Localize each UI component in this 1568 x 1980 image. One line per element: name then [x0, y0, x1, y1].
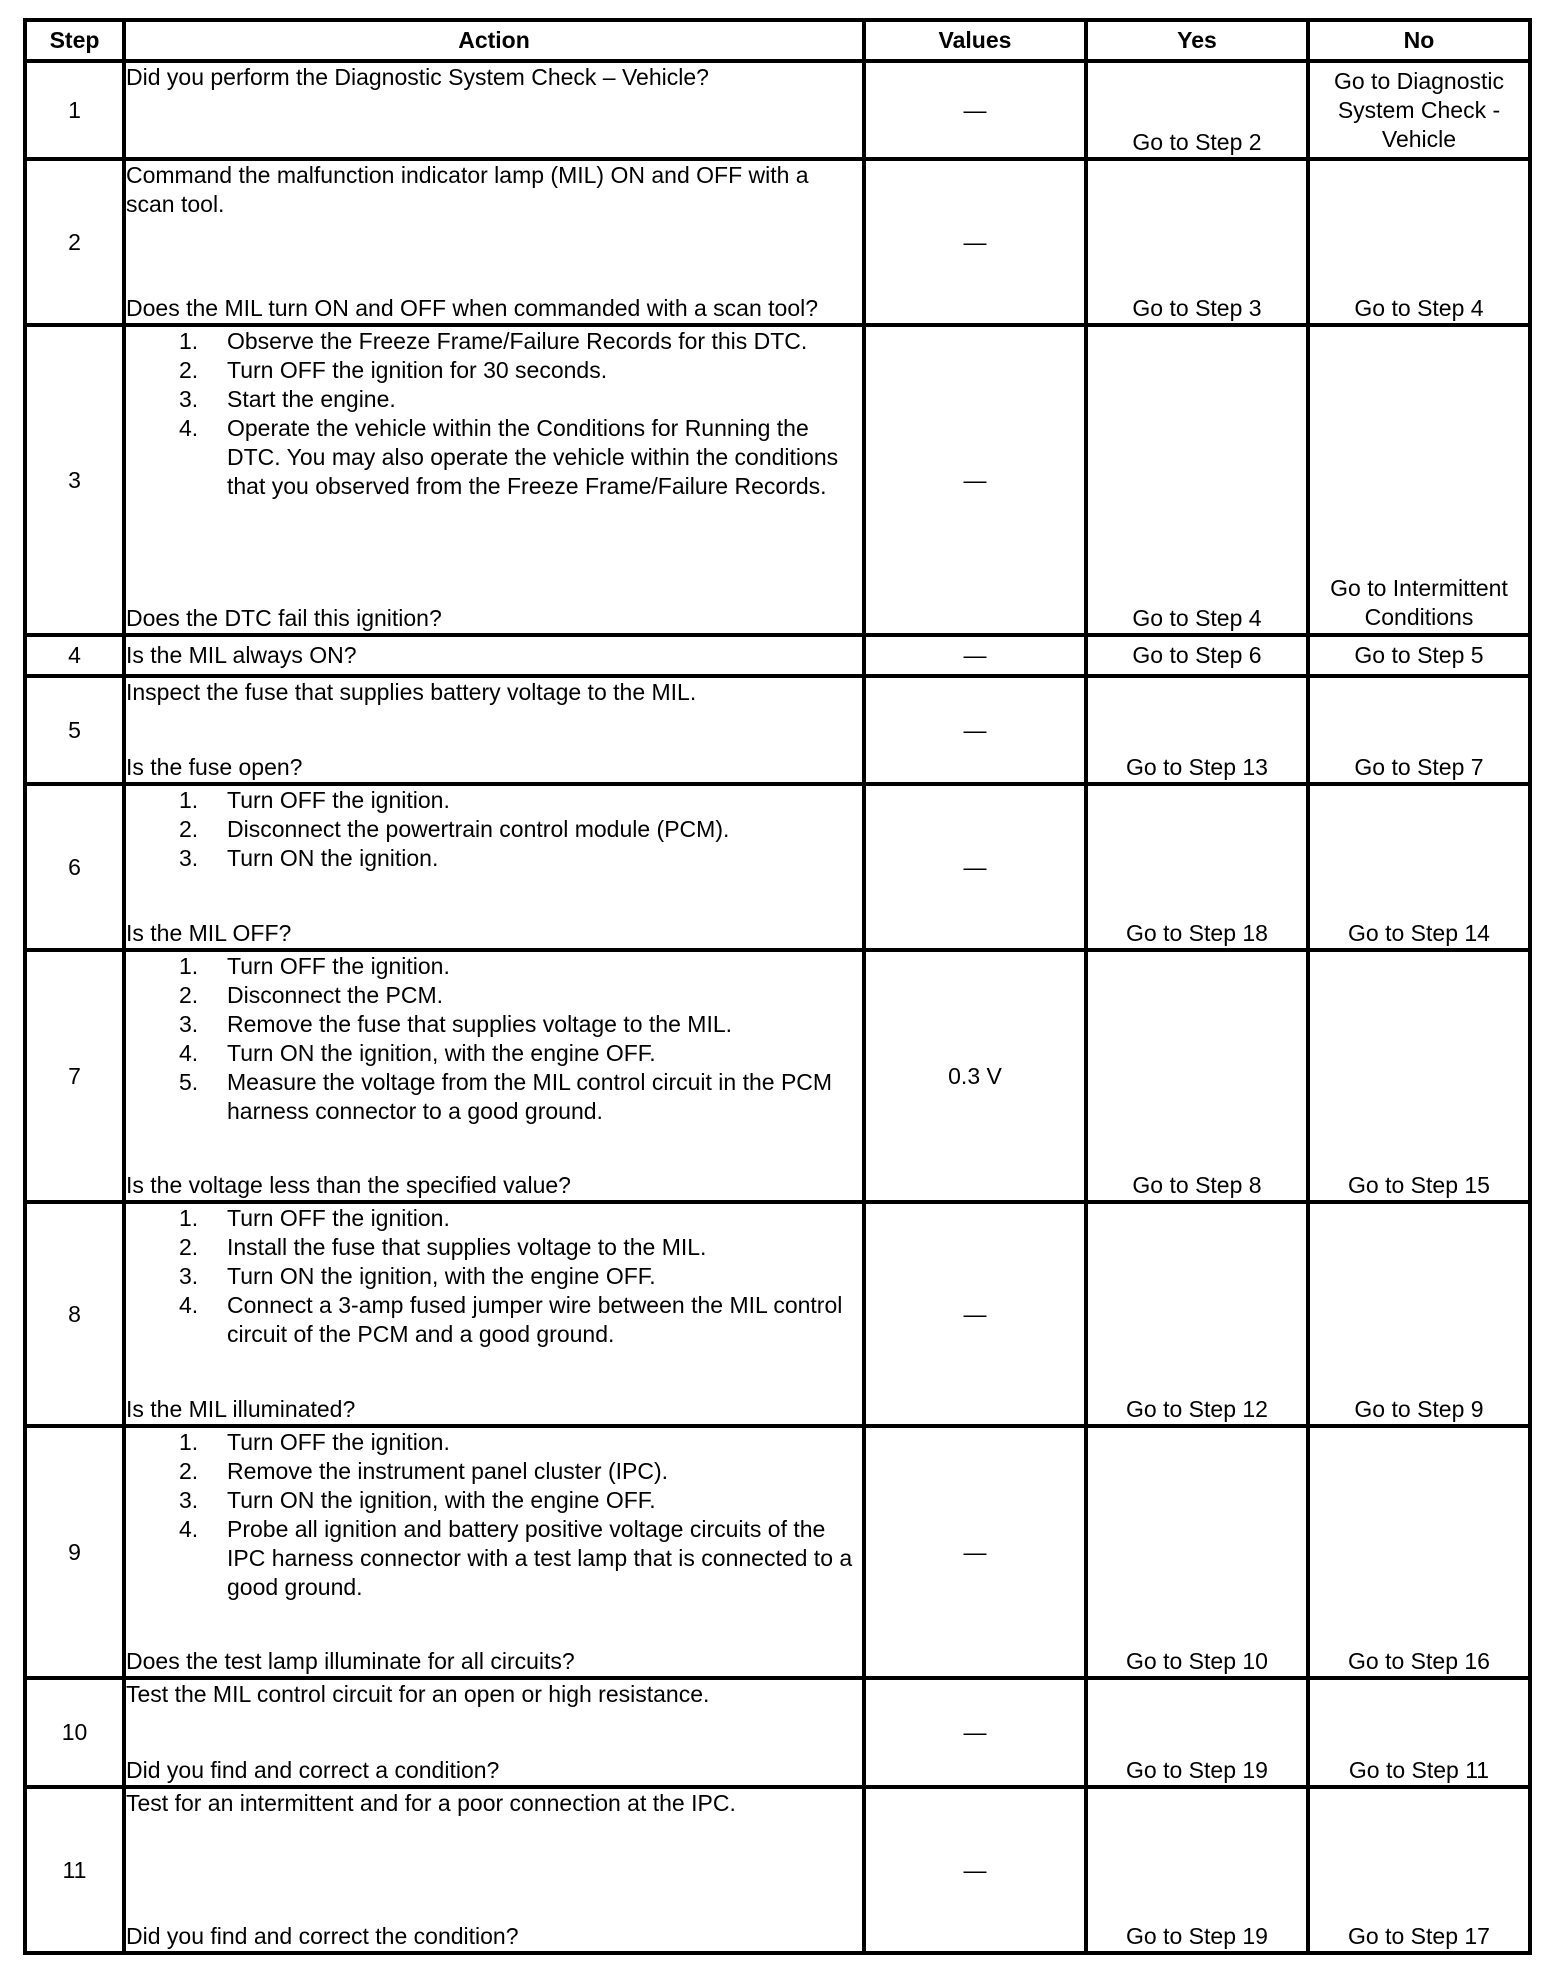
action-list-item — [126, 1457, 862, 1486]
action-list-item — [126, 356, 862, 385]
no-cell: Go to Step 17 — [1308, 1787, 1530, 1953]
action-text: Test for an intermittent and for a poor connection at the IPC. — [126, 1790, 736, 1816]
diagnostic-table — [23, 18, 1532, 1955]
action-list — [126, 1204, 862, 1349]
action-list — [126, 786, 862, 873]
list-text: Turn OFF the ignition. — [227, 1205, 450, 1231]
no-cell: Go to Step 4 — [1308, 159, 1530, 325]
action-instructions — [126, 1204, 862, 1349]
action-content — [126, 952, 862, 1200]
table-row — [25, 1678, 1530, 1787]
table-row — [25, 950, 1530, 1202]
action-instructions — [126, 1680, 862, 1709]
yes-cell: Go to Step 13 — [1086, 676, 1308, 784]
no-cell: Go to Diagnostic System Check - Vehicle — [1308, 61, 1530, 159]
value-cell: — — [864, 61, 1086, 159]
list-number: 1. — [179, 787, 199, 813]
list-text: Turn OFF the ignition. — [227, 1429, 450, 1455]
list-number: 1. — [179, 1429, 199, 1455]
action-instructions — [126, 952, 862, 1126]
action-instructions — [126, 678, 862, 707]
action-content — [126, 1204, 862, 1424]
step-number: 2 — [25, 159, 124, 325]
action-question: Did you perform the Diagnostic System Check – Vehicle? — [126, 64, 709, 90]
list-number: 2. — [179, 816, 199, 842]
action-list-item — [126, 327, 862, 356]
action-list-item — [126, 1486, 862, 1515]
no-cell: Go to Intermittent Conditions — [1308, 325, 1530, 635]
action-content — [126, 637, 862, 674]
list-text: Probe all ignition and battery positive voltage circuits of the IPC harness connector with a test lamp that is connected to a good ground. — [227, 1516, 853, 1600]
action-content — [126, 1789, 862, 1951]
header-action: Action — [124, 20, 864, 61]
action-cell — [124, 1678, 864, 1787]
value-cell: — — [864, 159, 1086, 325]
action-text: Inspect the fuse that supplies battery voltage to the MIL. — [126, 679, 697, 705]
action-question: Does the test lamp illuminate for all circuits? — [126, 1648, 575, 1674]
list-number: 4. — [179, 1516, 199, 1542]
table-row — [25, 159, 1530, 325]
action-question: Is the fuse open? — [126, 754, 303, 780]
list-text: Remove the fuse that supplies voltage to the MIL. — [227, 1011, 733, 1037]
step-number: 9 — [25, 1426, 124, 1678]
value-cell: — — [864, 1202, 1086, 1426]
action-list-item — [126, 1233, 862, 1262]
action-instructions — [126, 161, 862, 219]
action-question: Does the DTC fail this ignition? — [126, 605, 442, 631]
step-number: 10 — [25, 1678, 124, 1787]
yes-cell: Go to Step 18 — [1086, 784, 1308, 950]
step-number: 6 — [25, 784, 124, 950]
value-cell: — — [864, 1426, 1086, 1678]
action-question: Did you find and correct the condition? — [126, 1923, 519, 1949]
action-content — [126, 1428, 862, 1676]
value-cell: — — [864, 1787, 1086, 1953]
step-number: 1 — [25, 61, 124, 159]
list-text: Operate the vehicle within the Conditions for Running the DTC. You may also operate the vehicle within the conditions that you observed from the Freeze Frame/Failure Records. — [227, 415, 839, 499]
header-values: Values — [864, 20, 1086, 61]
value-cell: — — [864, 635, 1086, 676]
action-list-item — [126, 844, 862, 873]
list-text: Turn ON the ignition, with the engine OFF. — [227, 1040, 656, 1066]
list-number: 2. — [179, 1234, 199, 1260]
yes-cell: Go to Step 10 — [1086, 1426, 1308, 1678]
action-cell — [124, 950, 864, 1202]
action-list-item — [126, 1068, 862, 1126]
table-body — [25, 61, 1530, 1953]
action-cell — [124, 784, 864, 950]
action-content — [126, 678, 862, 782]
value-cell: 0.3 V — [864, 950, 1086, 1202]
list-number: 4. — [179, 1040, 199, 1066]
action-instructions — [126, 786, 862, 873]
no-cell: Go to Step 11 — [1308, 1678, 1530, 1787]
no-cell: Go to Step 14 — [1308, 784, 1530, 950]
list-text: Turn ON the ignition, with the engine OFF. — [227, 1263, 656, 1289]
action-cell — [124, 159, 864, 325]
value-cell: — — [864, 784, 1086, 950]
header-yes: Yes — [1086, 20, 1308, 61]
step-number: 8 — [25, 1202, 124, 1426]
list-number: 3. — [179, 386, 199, 412]
yes-cell: Go to Step 6 — [1086, 635, 1308, 676]
no-cell: Go to Step 15 — [1308, 950, 1530, 1202]
yes-cell: Go to Step 19 — [1086, 1678, 1308, 1787]
action-cell — [124, 635, 864, 676]
action-list-item — [126, 1291, 862, 1349]
action-question: Did you find and correct a condition? — [126, 1757, 500, 1783]
table-row — [25, 784, 1530, 950]
list-number: 1. — [179, 953, 199, 979]
list-number: 1. — [179, 328, 199, 354]
list-text: Observe the Freeze Frame/Failure Records for this DTC. — [227, 328, 808, 354]
table-row — [25, 1787, 1530, 1953]
action-list-item — [126, 1039, 862, 1068]
list-number: 2. — [179, 982, 199, 1008]
step-number: 11 — [25, 1787, 124, 1953]
action-list-item — [126, 952, 862, 981]
action-question: Is the voltage less than the specified value? — [126, 1172, 571, 1198]
no-cell: Go to Step 5 — [1308, 635, 1530, 676]
action-list-item — [126, 414, 862, 501]
step-number: 7 — [25, 950, 124, 1202]
action-cell — [124, 676, 864, 784]
yes-cell: Go to Step 8 — [1086, 950, 1308, 1202]
list-number: 2. — [179, 1458, 199, 1484]
value-cell: — — [864, 325, 1086, 635]
list-number: 4. — [179, 1292, 199, 1318]
action-content — [126, 161, 862, 323]
list-text: Disconnect the powertrain control module (PCM). — [227, 816, 730, 842]
list-text: Remove the instrument panel cluster (IPC). — [227, 1458, 669, 1484]
table-row — [25, 61, 1530, 159]
header-no: No — [1308, 20, 1530, 61]
header-step: Step — [25, 20, 124, 61]
step-number: 5 — [25, 676, 124, 784]
list-text: Disconnect the PCM. — [227, 982, 444, 1008]
list-number: 4. — [179, 415, 199, 441]
action-text: Command the malfunction indicator lamp (MIL) ON and OFF with a scan tool. — [126, 162, 809, 217]
no-cell: Go to Step 16 — [1308, 1426, 1530, 1678]
action-content — [126, 63, 862, 157]
action-instructions — [126, 327, 862, 501]
list-text: Measure the voltage from the MIL control circuit in the PCM harness connector to a good ground. — [227, 1069, 833, 1124]
list-text: Start the engine. — [227, 386, 396, 412]
action-list-item — [126, 1262, 862, 1291]
action-question: Is the MIL illuminated? — [126, 1396, 356, 1422]
action-cell — [124, 1202, 864, 1426]
list-number: 3. — [179, 845, 199, 871]
table-row — [25, 1426, 1530, 1678]
list-number: 5. — [179, 1069, 199, 1095]
action-list-item — [126, 815, 862, 844]
step-number: 4 — [25, 635, 124, 676]
action-cell — [124, 325, 864, 635]
yes-cell: Go to Step 3 — [1086, 159, 1308, 325]
action-list — [126, 952, 862, 1126]
action-list — [126, 327, 862, 501]
action-content — [126, 786, 862, 948]
action-list-item — [126, 1204, 862, 1233]
action-list — [126, 1428, 862, 1602]
list-text: Turn OFF the ignition. — [227, 787, 450, 813]
action-list-item — [126, 1515, 862, 1602]
no-cell: Go to Step 9 — [1308, 1202, 1530, 1426]
action-instructions — [126, 1789, 862, 1818]
action-list-item — [126, 1010, 862, 1039]
action-question: Is the MIL always ON? — [126, 642, 357, 668]
list-number: 3. — [179, 1011, 199, 1037]
yes-cell: Go to Step 19 — [1086, 1787, 1308, 1953]
list-number: 3. — [179, 1487, 199, 1513]
action-text: Test the MIL control circuit for an open or high resistance. — [126, 1681, 710, 1707]
list-number: 2. — [179, 357, 199, 383]
list-text: Turn ON the ignition. — [227, 845, 439, 871]
action-cell — [124, 1787, 864, 1953]
list-number: 3. — [179, 1263, 199, 1289]
no-cell: Go to Step 7 — [1308, 676, 1530, 784]
action-cell — [124, 61, 864, 159]
action-cell — [124, 1426, 864, 1678]
action-question: Is the MIL OFF? — [126, 920, 292, 946]
action-question: Does the MIL turn ON and OFF when commanded with a scan tool? — [126, 295, 819, 321]
value-cell: — — [864, 676, 1086, 784]
list-text: Turn OFF the ignition. — [227, 953, 450, 979]
list-number: 1. — [179, 1205, 199, 1231]
table-row — [25, 325, 1530, 635]
action-list-item — [126, 1428, 862, 1457]
action-list-item — [126, 385, 862, 414]
action-instructions — [126, 1428, 862, 1602]
list-text: Connect a 3-amp fused jumper wire between the MIL control circuit of the PCM and a good ground. — [227, 1292, 843, 1347]
yes-cell: Go to Step 12 — [1086, 1202, 1308, 1426]
action-content — [126, 1680, 862, 1785]
table-row — [25, 1202, 1530, 1426]
action-list-item — [126, 981, 862, 1010]
yes-cell: Go to Step 2 — [1086, 61, 1308, 159]
action-content — [126, 327, 862, 633]
value-cell: — — [864, 1678, 1086, 1787]
yes-cell: Go to Step 4 — [1086, 325, 1308, 635]
list-text: Turn OFF the ignition for 30 seconds. — [227, 357, 608, 383]
header-row — [25, 20, 1530, 61]
step-number: 3 — [25, 325, 124, 635]
table-row — [25, 676, 1530, 784]
list-text: Turn ON the ignition, with the engine OFF. — [227, 1487, 656, 1513]
table-row — [25, 635, 1530, 676]
list-text: Install the fuse that supplies voltage to the MIL. — [227, 1234, 707, 1260]
action-list-item — [126, 786, 862, 815]
